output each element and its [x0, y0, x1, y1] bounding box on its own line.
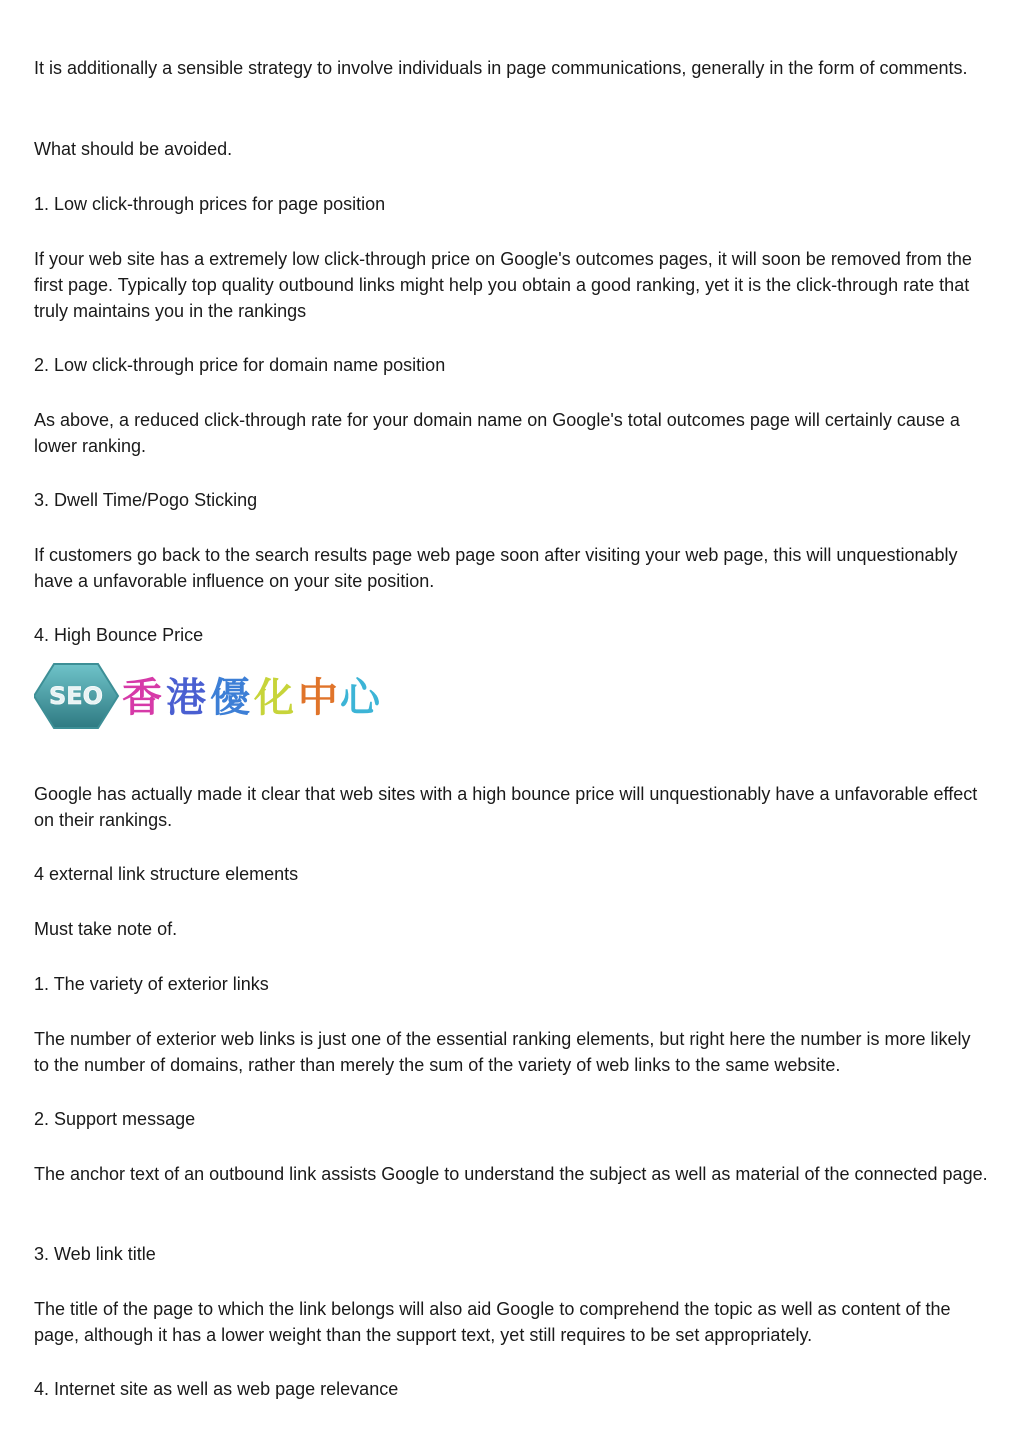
- paragraph-comments: It is additionally a sensible strategy to involve individuals in page communications, generally in the form of comments.: [34, 58, 968, 78]
- paragraph-low-ctr-page: If your web site has a extremely low click-through price on Google's outcomes pages, it will soon be removed from the first page. Typically top quality outbound links might help you obtain a good ranking, yet it is the click-through rate that truly maintains you in the rankings: [34, 249, 972, 321]
- logo-char-1: 香: [122, 675, 162, 721]
- list-item-low-ctr-page: 1. Low click-through prices for page position: [34, 194, 386, 214]
- list-item-low-ctr-domain: 2. Low click-through price for domain name position: [34, 355, 446, 375]
- logo-char-6: 心: [340, 675, 380, 721]
- paragraph-take-note: Must take note of.: [34, 919, 178, 939]
- paragraph-anchor-text: The anchor text of an outbound link assists Google to understand the subject as well as material of the connected page.: [34, 1164, 988, 1184]
- logo-char-5: 中: [298, 675, 338, 721]
- list-item-bounce: 4. High Bounce Price: [34, 625, 204, 645]
- list-item-support-message: 2. Support message: [34, 1109, 196, 1129]
- seo-center-logo: [34, 656, 384, 736]
- heading-external-link-elements: 4 external link structure elements: [34, 864, 299, 884]
- list-item-dwell-time: 3. Dwell Time/Pogo Sticking: [34, 490, 258, 510]
- logo-char-4: 化: [254, 675, 294, 721]
- logo-title: [122, 675, 382, 721]
- list-item-site-relevance: 4. Internet site as well as web page relevance: [34, 1379, 399, 1399]
- paragraph-exterior-links: The number of exterior web links is just one of the essential ranking elements, but right here the number is more likely to the number of domains, rather than merely the sum of the variety of web links to the same website.: [34, 1029, 971, 1075]
- paragraph-dwell-time: If customers go back to the search results page web page soon after visiting your web page, this will unquestionably have a unfavorable influence on your site position.: [34, 545, 958, 591]
- paragraph-low-ctr-domain: As above, a reduced click-through rate for your domain name on Google's total outcomes page will certainly cause a lower ranking.: [34, 410, 960, 456]
- list-item-link-title: 3. Web link title: [34, 1244, 156, 1264]
- logo-badge-text: SEO: [48, 682, 104, 710]
- list-item-exterior-links: 1. The variety of exterior links: [34, 974, 269, 994]
- logo-char-2: 港: [166, 675, 206, 721]
- paragraph-link-title: The title of the page to which the link belongs will also aid Google to comprehend the topic as well as content of the page, although it has a lower weight than the support text, yet still requires to be set appropriately.: [34, 1299, 951, 1345]
- heading-what-to-avoid: What should be avoided.: [34, 139, 233, 159]
- paragraph-bounce: Google has actually made it clear that web sites with a high bounce price will unquestionably have a unfavorable effect on their rankings.: [34, 784, 978, 830]
- logo-char-3: 優: [210, 675, 250, 721]
